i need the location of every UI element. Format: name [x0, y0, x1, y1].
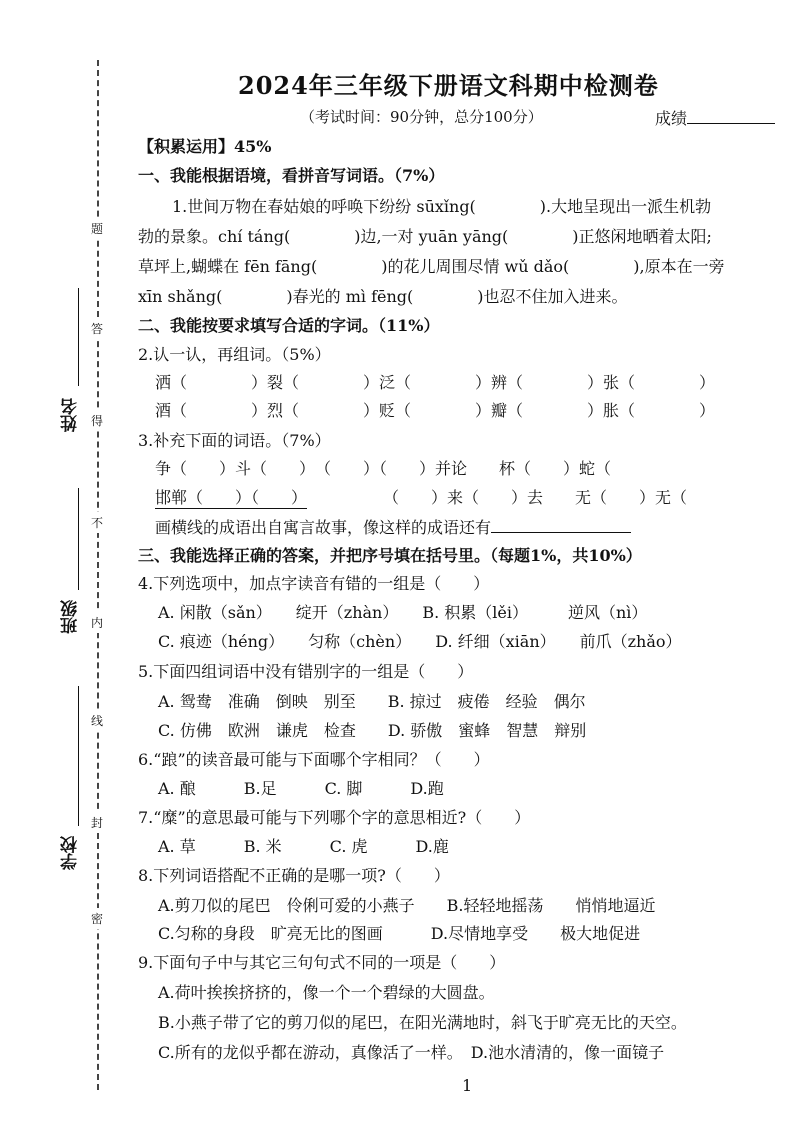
- idiom-underlined: [155, 485, 307, 509]
- text-line: （ ）来（ ）去 无（ ）无（: [383, 488, 688, 507]
- section-heading: 【积累运用】45%: [138, 137, 272, 156]
- question: 2.认一认，再组词。（5%）: [138, 345, 331, 364]
- question: 8.下列词语搭配不正确的是哪一项?（ ）: [138, 866, 450, 885]
- option-line: C. 痕迹（héng） 匀称（chèn） D. 纤细（xiān） 前爪（zhǎo）: [158, 632, 682, 651]
- underlined-idiom: 邯郸（ ）（ ）: [155, 485, 307, 509]
- question: 6.“踉”的读音最可能与下面哪个字相同？（ ）: [138, 750, 490, 769]
- score-blank[interactable]: [687, 109, 775, 124]
- option-line: A.剪刀似的尾巴 伶俐可爱的小燕子 B.轻轻地摇荡 悄悄地逼近: [158, 896, 656, 915]
- section-heading: 一、我能根据语境，看拼音写词语。（7%）: [138, 166, 445, 185]
- option-line: C.所有的龙似乎都在游动，真像活了一样。 D.池水清清的，像一面镜子: [158, 1043, 665, 1062]
- text-line: 酒（ ）烈（ ）贬（ ）瓣（ ）胀（ ）: [155, 401, 716, 420]
- margin-char: 得: [91, 410, 103, 431]
- question: 3.补充下面的词语。（7%）: [138, 431, 331, 450]
- margin-char: 封: [91, 812, 103, 833]
- text-line: xīn shǎng( )春光的 mì fēng( )也忍不住加入进来。: [138, 287, 628, 306]
- margin-char: 不: [91, 512, 103, 533]
- text-line: 争（ ）斗（ ） （ ）（ ）并论 杯（ ）蛇（: [155, 459, 612, 478]
- margin-char: 答: [91, 318, 103, 339]
- school-field-line[interactable]: [78, 686, 79, 826]
- binding-dashed-line: [97, 60, 99, 1090]
- school-label: 学校: [61, 836, 81, 870]
- text-line: 洒（ ）裂（ ）泛（ ）辨（ ）张（ ）: [155, 373, 716, 392]
- text-line: 勃的景象。chí táng( )边,一对 yuān yāng( )正悠闲地晒着太阳;: [138, 227, 712, 246]
- option-line: C.匀称的身段 旷亮无比的图画 D.尽情地享受 极大地促进: [158, 924, 641, 943]
- margin-char: 线: [91, 710, 103, 731]
- option-line: A.荷叶挨挨挤挤的，像一个一个碧绿的大圆盘。: [158, 983, 495, 1002]
- answer-blank[interactable]: [491, 518, 631, 533]
- margin-char: 题: [91, 218, 103, 239]
- page-number: 1: [462, 1076, 473, 1095]
- option-line: A. 酿 B.足 C. 脚 D.跑: [158, 779, 444, 798]
- option-line: A. 草 B. 米 C. 虎 D.鹿: [158, 837, 449, 856]
- question: 7.“糜”的意思最可能与下列哪个字的意思相近?（ ）: [138, 808, 531, 827]
- question: 5.下面四组词语中没有错别字的一组是（ ）: [138, 662, 474, 681]
- class-label: 班级: [61, 600, 81, 634]
- section-heading: 二、我能按要求填写合适的字词。（11%）: [138, 316, 440, 335]
- margin-char: 内: [91, 612, 103, 633]
- score-label: 成绩: [655, 109, 688, 128]
- margin-char: 密: [91, 908, 103, 929]
- text-line-content: 画横线的成语出自寓言故事，像这样的成语还有: [155, 518, 492, 537]
- option-line: A. 闲散（sǎn） 绽开（zhàn） B. 积累（lěi） 逆风（nì）: [158, 603, 648, 622]
- name-field-line[interactable]: [78, 288, 79, 386]
- option-line: B.小燕子带了它的剪刀似的尾巴，在阳光满地时，斜飞于旷亮无比的天空。: [158, 1013, 687, 1032]
- section-heading: 三、我能选择正确的答案，并把序号填在括号里。（每题1%，共10%）: [138, 546, 642, 565]
- text-line: 草坪上,蝴蝶在 fēn fāng( )的花儿周围尽情 wǔ dǎo( ),原本在一旁: [138, 257, 725, 276]
- question: 9.下面句子中与其它三句句式不同的一项是（ ）: [138, 953, 506, 972]
- question: 4.下列选项中，加点字读音有错的一组是（ ）: [138, 574, 490, 593]
- name-label: 姓名: [61, 398, 81, 432]
- option-line: A. 鸳鸯 准确 倒映 别至 B. 掠过 疲倦 经验 偶尔: [158, 692, 586, 711]
- exam-info: （考试时间：90分钟，总分100分）: [300, 108, 543, 126]
- text-line: 1.世间万物在春姑娘的呼唤下纷纷 sūxǐng( ).大地呈现出一派生机勃: [172, 197, 712, 216]
- class-field-line[interactable]: [78, 488, 79, 590]
- score-field[interactable]: [655, 106, 775, 129]
- text-line: [155, 515, 631, 538]
- page-title: 2024年三年级下册语文科期中检测卷: [238, 71, 659, 100]
- option-line: C. 仿佛 欧洲 谦虎 检查 D. 骄傲 蜜蜂 智慧 辩别: [158, 721, 587, 740]
